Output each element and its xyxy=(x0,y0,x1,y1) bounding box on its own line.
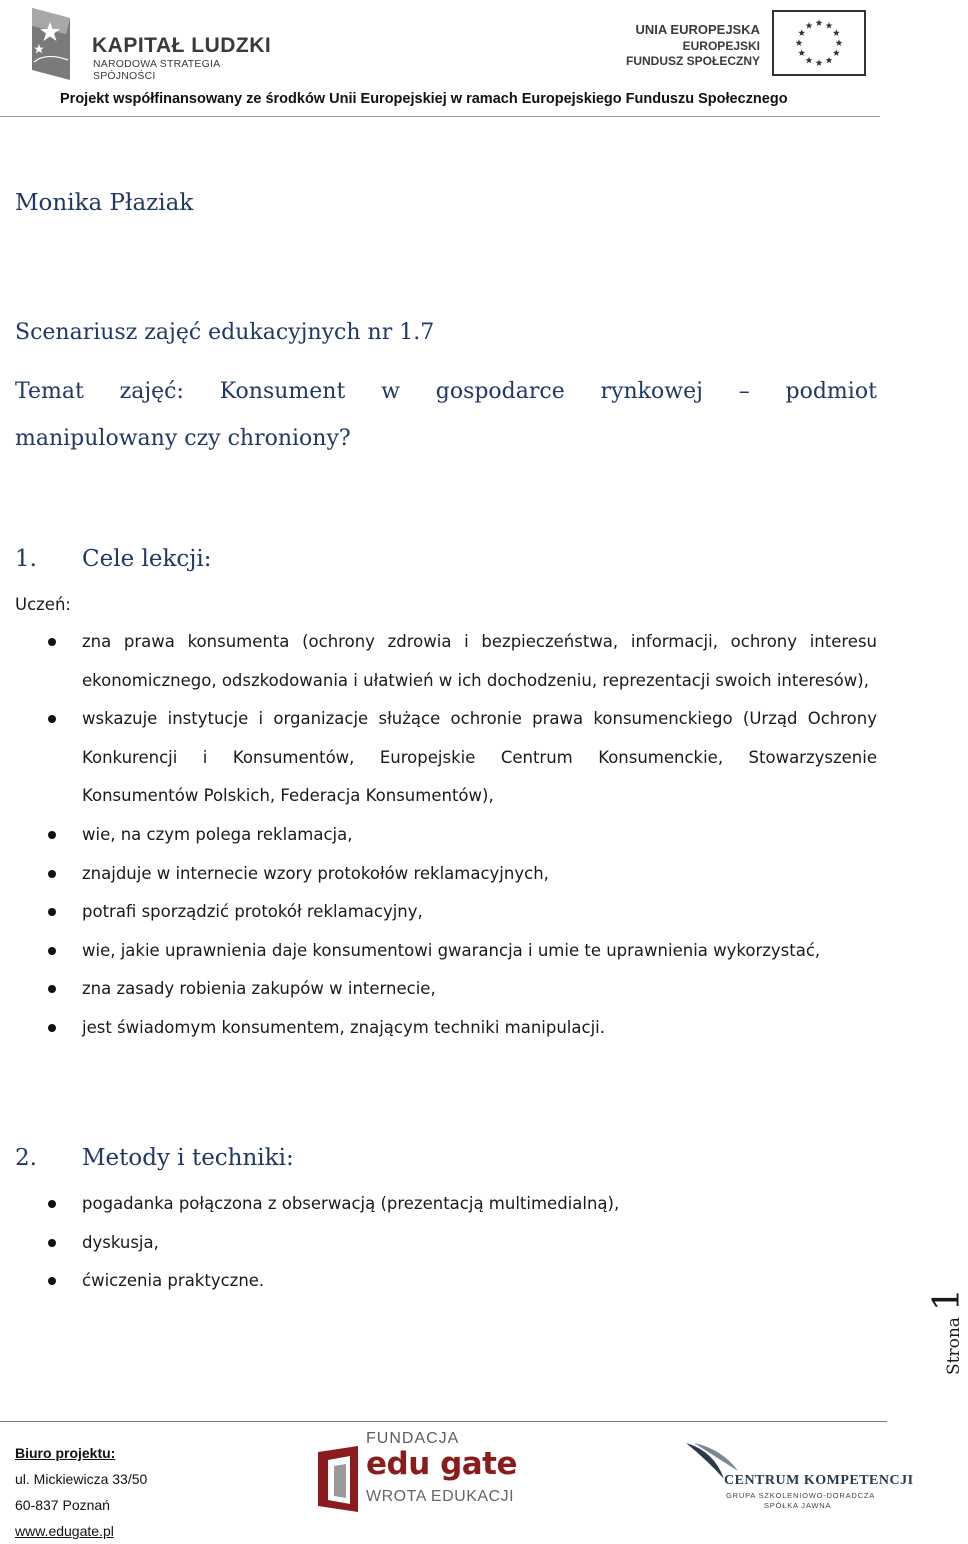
centrum-kompetencji-sub1: GRUPA SZKOLENIOWO-DORADCZA xyxy=(726,1491,876,1500)
header-divider xyxy=(0,116,880,117)
topic-word: w xyxy=(381,379,400,404)
edu-gate-name: edu gate xyxy=(366,1446,518,1482)
office-address: ul. Mickiewicza 33/50 xyxy=(15,1471,148,1487)
list-item: pogadanka połączona z obserwacją (prezentacją multimedialną), xyxy=(0,1185,877,1224)
project-cofinancing-line: Projekt współfinansowany ze środków Unii Europejskiej w ramach Europejskiego Funduszu Społecznego xyxy=(60,91,788,107)
bullet-icon xyxy=(48,908,56,916)
centrum-kompetencji-logo xyxy=(684,1441,914,1525)
lesson-topic-line2: manipulowany czy chroniony? xyxy=(15,426,351,451)
lesson-topic-line1 xyxy=(15,368,877,415)
list-item: wskazuje instytucje i organizacje służące ochronie prawa konsumenckiego (Urząd Ochrony Konkurencji i Konsumentów, Europejskie Centrum Konsumenckie, Stowarzyszenie Konsumentów Polskich, Federacja Konsumentów), xyxy=(0,700,877,816)
author-name: Monika Płaziak xyxy=(15,190,194,216)
topic-word: Konsument xyxy=(219,379,346,404)
office-postal: 60-837 Poznań xyxy=(15,1497,110,1513)
bullet-icon xyxy=(48,715,56,723)
edu-gate-foundation-label: FUNDACJA xyxy=(366,1430,460,1447)
list-item: zna prawa konsumenta (ochrony zdrowia i bezpieczeństwa, informacji, ochrony interesu ekonomicznego, odszkodowania i ułatwień w ich dochodzeniu, reprezentacji swoich interesów), xyxy=(0,623,877,700)
objectives-list xyxy=(0,623,877,1048)
list-item: dyskusja, xyxy=(0,1224,877,1263)
bullet-icon xyxy=(48,1200,56,1208)
eu-logo-line1: UNIA EUROPEJSKA xyxy=(635,22,760,37)
topic-word: zajęć: xyxy=(119,379,184,404)
topic-word: – xyxy=(738,379,750,404)
list-item: ćwiczenia praktyczne. xyxy=(0,1262,877,1301)
section-2-number: 2. xyxy=(15,1145,37,1171)
bullet-icon xyxy=(48,1277,56,1285)
eu-logo-line3: FUNDUSZ SPOŁECZNY xyxy=(625,54,760,68)
section-1-intro: Uczeń: xyxy=(15,595,71,614)
bullet-icon xyxy=(48,831,56,839)
centrum-kompetencji-sub2: SPÓŁKA JAWNA xyxy=(764,1501,832,1510)
kapital-ludzki-emblem-icon xyxy=(26,4,76,82)
centrum-kompetencji-name: CENTRUM KOMPETENCJI xyxy=(724,1473,914,1488)
eu-logo xyxy=(625,10,868,78)
bullet-icon xyxy=(48,947,56,955)
edu-gate-logo xyxy=(314,1430,554,1526)
bullet-icon xyxy=(48,638,56,646)
list-item: znajduje w internecie wzory protokołów reklamacyjnych, xyxy=(0,855,877,894)
section-1-title: Cele lekcji: xyxy=(82,546,212,572)
page-number-marker xyxy=(927,1288,968,1375)
section-1-number: 1. xyxy=(15,546,37,572)
kapital-ludzki-subtitle: NARODOWA STRATEGIA SPÓJNOŚCI xyxy=(93,58,220,82)
topic-word: podmiot xyxy=(785,379,877,404)
section-2-title: Metody i techniki: xyxy=(82,1145,294,1171)
bullet-icon xyxy=(48,1024,56,1032)
methods-list xyxy=(0,1185,877,1301)
bullet-icon xyxy=(48,985,56,993)
edu-gate-emblem-icon xyxy=(314,1446,364,1516)
kapital-ludzki-logo xyxy=(26,4,276,82)
topic-word: Temat xyxy=(15,379,84,404)
list-item: zna zasady robienia zakupów w internecie, xyxy=(0,970,877,1009)
website-link[interactable]: www.edugate.pl xyxy=(15,1523,114,1539)
list-item: jest świadomym konsumentem, znającym techniki manipulacji. xyxy=(0,1009,877,1048)
lesson-topic xyxy=(15,368,877,462)
list-item: wie, na czym polega reklamacja, xyxy=(0,816,877,855)
page-number: 1 xyxy=(927,1288,968,1312)
topic-word: gospodarce xyxy=(435,379,565,404)
bullet-icon xyxy=(48,870,56,878)
footer-divider xyxy=(0,1421,887,1422)
kapital-ludzki-title: KAPITAŁ LUDZKI xyxy=(92,34,272,57)
list-item: potrafi sporządzić protokół reklamacyjny, xyxy=(0,893,877,932)
topic-word: rynkowej xyxy=(600,379,703,404)
project-office-info xyxy=(15,1440,147,1544)
scenario-title: Scenariusz zajęć edukacyjnych nr 1.7 xyxy=(15,320,435,345)
page-label: Strona xyxy=(944,1317,964,1375)
eu-flag-icon xyxy=(772,10,866,76)
eu-logo-line2: EUROPEJSKI xyxy=(682,39,760,53)
list-item: wie, jakie uprawnienia daje konsumentowi gwarancja i umie te uprawnienia wykorzystać, xyxy=(0,932,877,971)
bullet-icon xyxy=(48,1239,56,1247)
edu-gate-tagline: WROTA EDUKACJI xyxy=(366,1488,515,1505)
office-title: Biuro projektu: xyxy=(15,1445,116,1461)
